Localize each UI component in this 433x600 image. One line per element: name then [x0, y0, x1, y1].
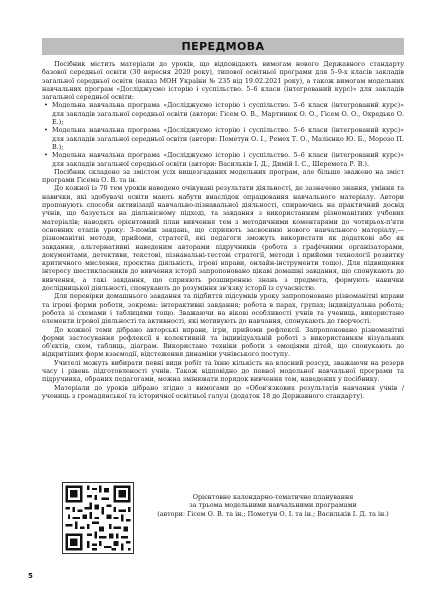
program-item: • Модельна навчальна програма «Досліджуємо історію і суспільство. 5–6 класи (інтегрований курс)» для закладів загальної середньої освіти (автори: Пометун О. І., Ремех Т. О., Малієнко Ю. Б., Морозо П. В.);: [42, 126, 404, 151]
body-paragraph: Посібник складено за змістом усіх вищезгаданих модельних програм, але більше зважено на зміст програми Гісема О. В. та ін.: [42, 167, 404, 185]
page-title: ПЕРЕДМОВА: [181, 40, 265, 53]
qr-caption-title: Орієнтовне календарно-тематичне планування: [192, 493, 354, 501]
program-list: [42, 101, 404, 167]
page-number: 5: [28, 572, 33, 580]
body-paragraph: Учителі можуть вибирати певні види робіт та їхню кількість на власний розсуд, зважаючи на резерв часу і рівень підготовленості учнів. Також відповідно до певної модельної навчальної програми та підручника, обраних педагогами, можна змінювати порядок вивчення тем, наведених у посібнику.: [42, 358, 404, 384]
body-paragraph: Для перевірки домашнього завдання та підбиття підсумків уроку запропоновано різноманітні вправи та ігрові форми роботи, зокрема: інтерактивні завдання; робота в парах, групах; індивідуальна робота; робота зі схемами і таблицями тощо. Зважаючи на вікові особливості учнів та учениць, використано елементи ігрової діяльності та активності, які мотивують до навчання, спонукають до творчості.: [42, 292, 404, 326]
main-text: [42, 60, 404, 400]
qr-code-icon: [63, 483, 133, 553]
body-paragraph: До кожної із 70 тем уроків наведено очікувані результати діяльності, де зазначено знання, уміння та навички, які здобувачі освіти мають набути внаслідок опрацювання навчального матеріалу. Автори пропонують способи активізації навчально-пізнавальної діяльності, спираючись на практичний досвід учнів, що базується на діяльнісному підході, та завдання з використанням різноманітних учбових матеріалів; наводять орієнтовний план вивчення тем з методичними коментарями до чотирьох-п'яти основних етапів уроку. З-поміж завдань, що сприяють засвоєнню нового навчального матеріалу,— різноманітні методи, прийоми, стратегії, які педагоги зможуть використати як додаткові або як завдання, альтернативні наведеним авторами підручників (робота з графічними організаторами, документами, детективи, текстові, пізнавальні-тестові стратегії, методи і прийоми технології розвитку критичного мислення, проєктна діяльність, ігрові вправи, онлайн-інструменти тощо). Для підвищення інтересу шестикласників до вивчення історії запропоновано цікаві домашні завдання, що спонукають до вивчення, а такі завдання, що сприяють розширенню знань з предмета, формують навички дослідницької діяльності, спонукають до розуміння зв'язку історії із сучасністю.: [42, 184, 404, 293]
qr-caption: [138, 493, 408, 518]
program-item: • Модельна навчальна програма «Досліджуємо історію і суспільство. 5–6 класи (інтегрований курс)» для закладів загальної середньої освіти (автори: Васильків І. Д., Димій І. С., Шеремета Р. В.).: [42, 151, 404, 168]
qr-caption-line: (автори: Гісем О. В. та ін.; Пометун О. І. та ін.; Васильків І. Д. та ін.): [157, 509, 389, 518]
program-item: • Модельна навчальна програма «Досліджуємо історію і суспільство. 5–6 класи (інтегрований курс)» для закладів загальної середньої освіти (автори: Гісем О. В., Мартинюк О. О., Гісем О. О., Охредько О. Е.);: [42, 101, 404, 126]
qr-code[interactable]: [62, 482, 134, 554]
body-paragraph: Матеріали до уроків дібрано згідно з вимогами до «Обов'язкових результатів навчання учнів / учениць з громадянської та історичної освітньої галузі (додаток 18 до Державного стандарту).: [42, 383, 404, 400]
qr-caption-line: за трьома модельними навчальними програмами: [189, 501, 357, 510]
body-paragraph: До кожної теми дібрано авторські вправи, ігри, прийоми рефлексії. Запропоновано різноманітні форми застосування рефлексії в колективній та індивідуальній роботі з використанням візуальних об'єктів, схем, таблиць, діаграм. Використано техніки роботи з емоціями дітей, що спонукають до відкритіших форм взаємодії, відстеження динаміки учнівського поступу.: [42, 325, 404, 359]
intro-paragraph: Посібник містить матеріали до уроків, що відповідають вимогам нового Державного стандарту базової середньої освіти (30 вересня 2020 року), типової освітньої програми для 5–9-х класів закладів загальної середньої освіти (наказ МОН України № 235 від 19.02.2021 року), а також вимогам модельних навчальних програм «Досліджуємо історію і суспільство. 5–6 класи (інтегрований курс)» для закладів загальної середньої освіти:: [42, 60, 404, 102]
section-title-bar: [42, 38, 404, 55]
